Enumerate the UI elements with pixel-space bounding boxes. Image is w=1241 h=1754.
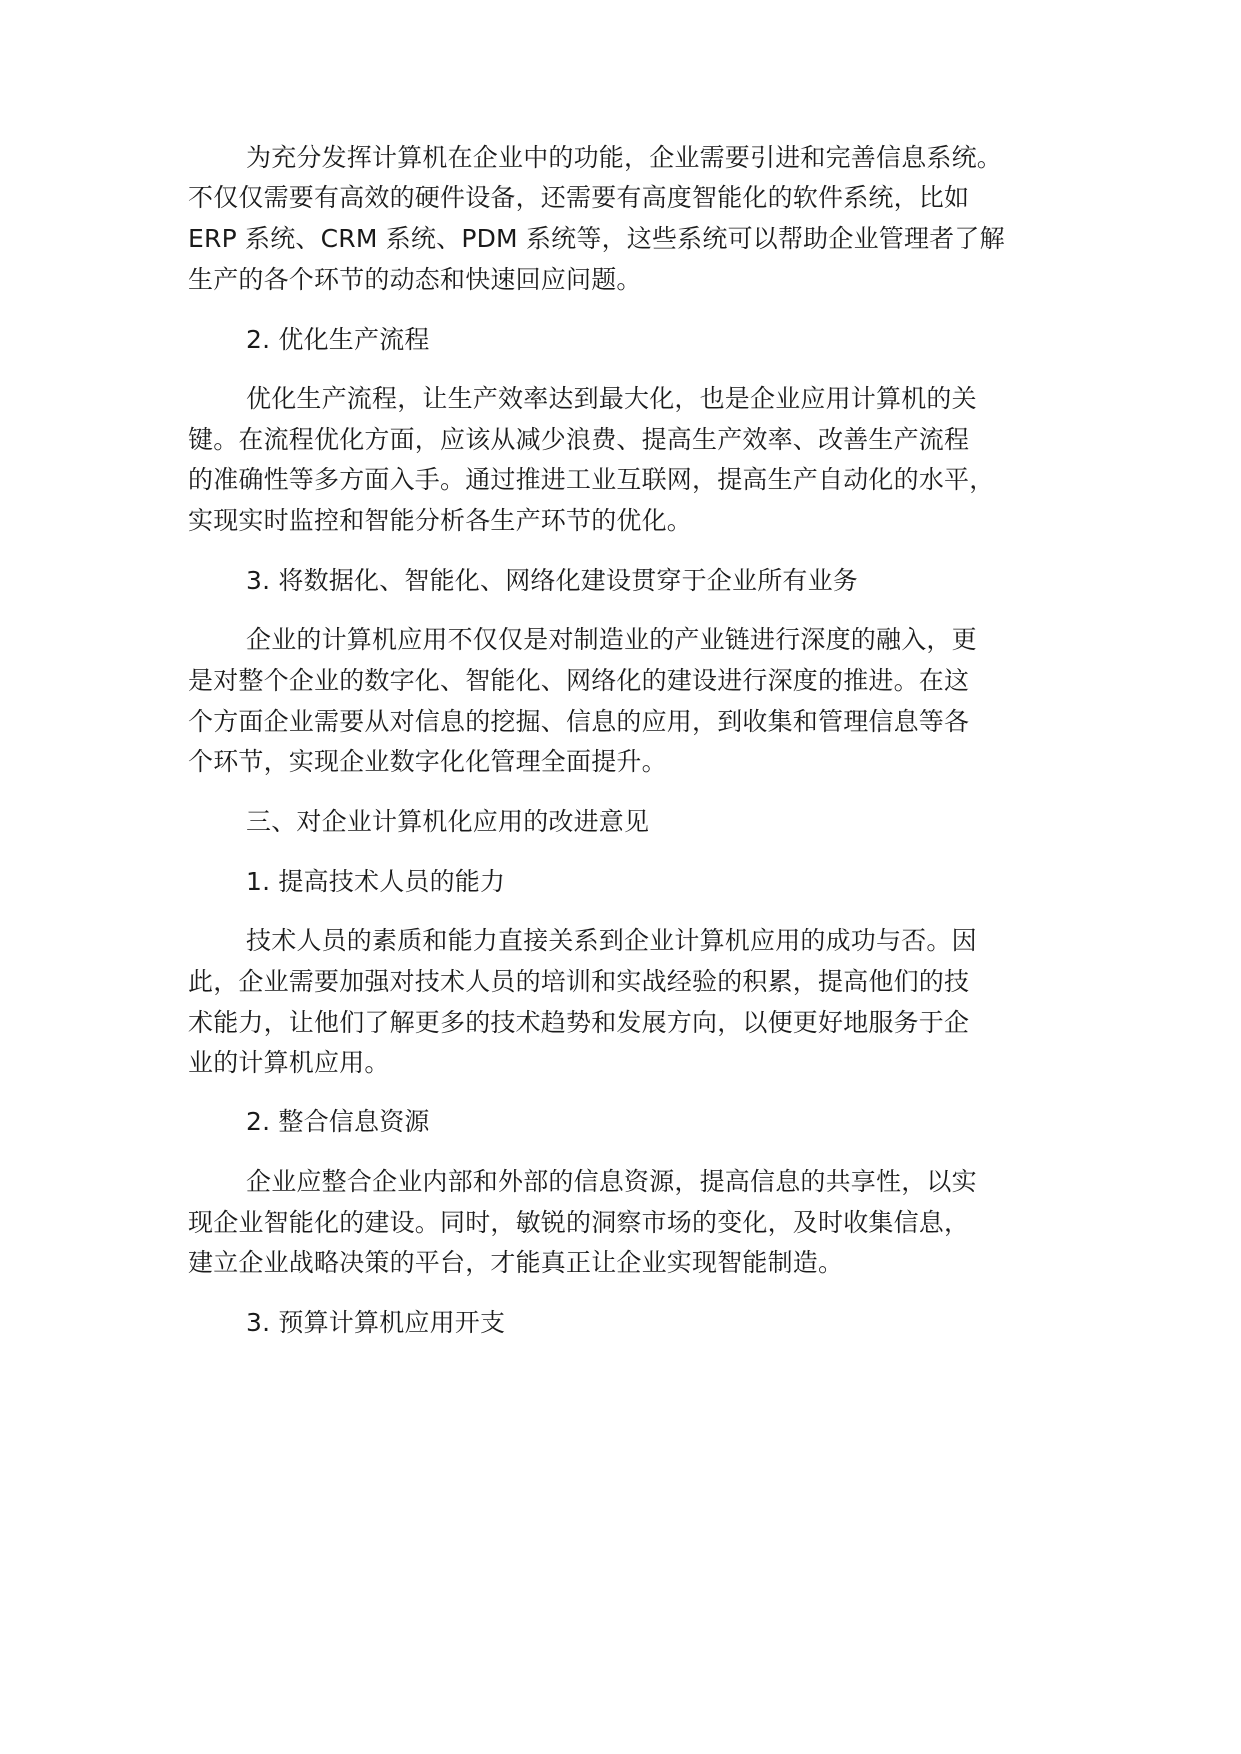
- paragraph-line: 建立企业战略决策的平台，才能真正让企业实现智能制造。: [188, 1248, 844, 1277]
- paragraph-line: 的准确性等多方面入手。通过推进工业互联网，提高生产自动化的水平，: [188, 465, 995, 494]
- paragraph-line: 企业应整合企业内部和外部的信息资源，提高信息的共享性，以实: [246, 1167, 977, 1196]
- heading-budget: 3. 预算计算机应用开支: [246, 1308, 506, 1337]
- paragraph-line: 企业的计算机应用不仅仅是对制造业的产业链进行深度的融入，更: [246, 625, 977, 654]
- paragraph-line: 键。在流程优化方面，应该从减少浪费、提高生产效率、改善生产流程: [188, 425, 970, 454]
- heading-integrate-resources: 2. 整合信息资源: [246, 1107, 430, 1136]
- paragraph-line: 此，企业需要加强对技术人员的培训和实战经验的积累，提高他们的技: [188, 967, 970, 996]
- paragraph-line: 不仅仅需要有高效的硬件设备，还需要有高度智能化的软件系统，比如: [188, 183, 970, 212]
- paragraph-line: 为充分发挥计算机在企业中的功能，企业需要引进和完善信息系统。: [246, 143, 1003, 172]
- paragraph-line: 技术人员的素质和能力直接关系到企业计算机应用的成功与否。因: [246, 926, 977, 955]
- heading-optimize-production: 2. 优化生产流程: [246, 325, 430, 354]
- paragraph-line: ERP 系统、CRM 系统、PDM 系统等，这些系统可以帮助企业管理者了解: [188, 224, 1005, 253]
- paragraph-line: 实现实时监控和智能分析各生产环节的优化。: [188, 506, 693, 535]
- paragraph-line: 个方面企业需要从对信息的挖掘、信息的应用，到收集和管理信息等各: [188, 707, 970, 736]
- paragraph-line: 术能力，让他们了解更多的技术趋势和发展方向，以便更好地服务于企: [188, 1008, 970, 1037]
- paragraph-line: 业的计算机应用。: [188, 1048, 390, 1077]
- paragraph-line: 优化生产流程，让生产效率达到最大化，也是企业应用计算机的关: [246, 384, 977, 413]
- paragraph-line: 生产的各个环节的动态和快速回应问题。: [188, 265, 642, 294]
- paragraph-line: 现企业智能化的建设。同时，敏锐的洞察市场的变化，及时收集信息，: [188, 1208, 970, 1237]
- heading-staff-capability: 1. 提高技术人员的能力: [246, 867, 506, 896]
- heading-digitalization: 3. 将数据化、智能化、网络化建设贯穿于企业所有业务: [246, 566, 859, 595]
- paragraph-line: 是对整个企业的数字化、智能化、网络化的建设进行深度的推进。在这: [188, 666, 970, 695]
- heading-section-improvements: 三、对企业计算机化应用的改进意见: [246, 807, 650, 836]
- paragraph-line: 个环节，实现企业数字化化管理全面提升。: [188, 747, 667, 776]
